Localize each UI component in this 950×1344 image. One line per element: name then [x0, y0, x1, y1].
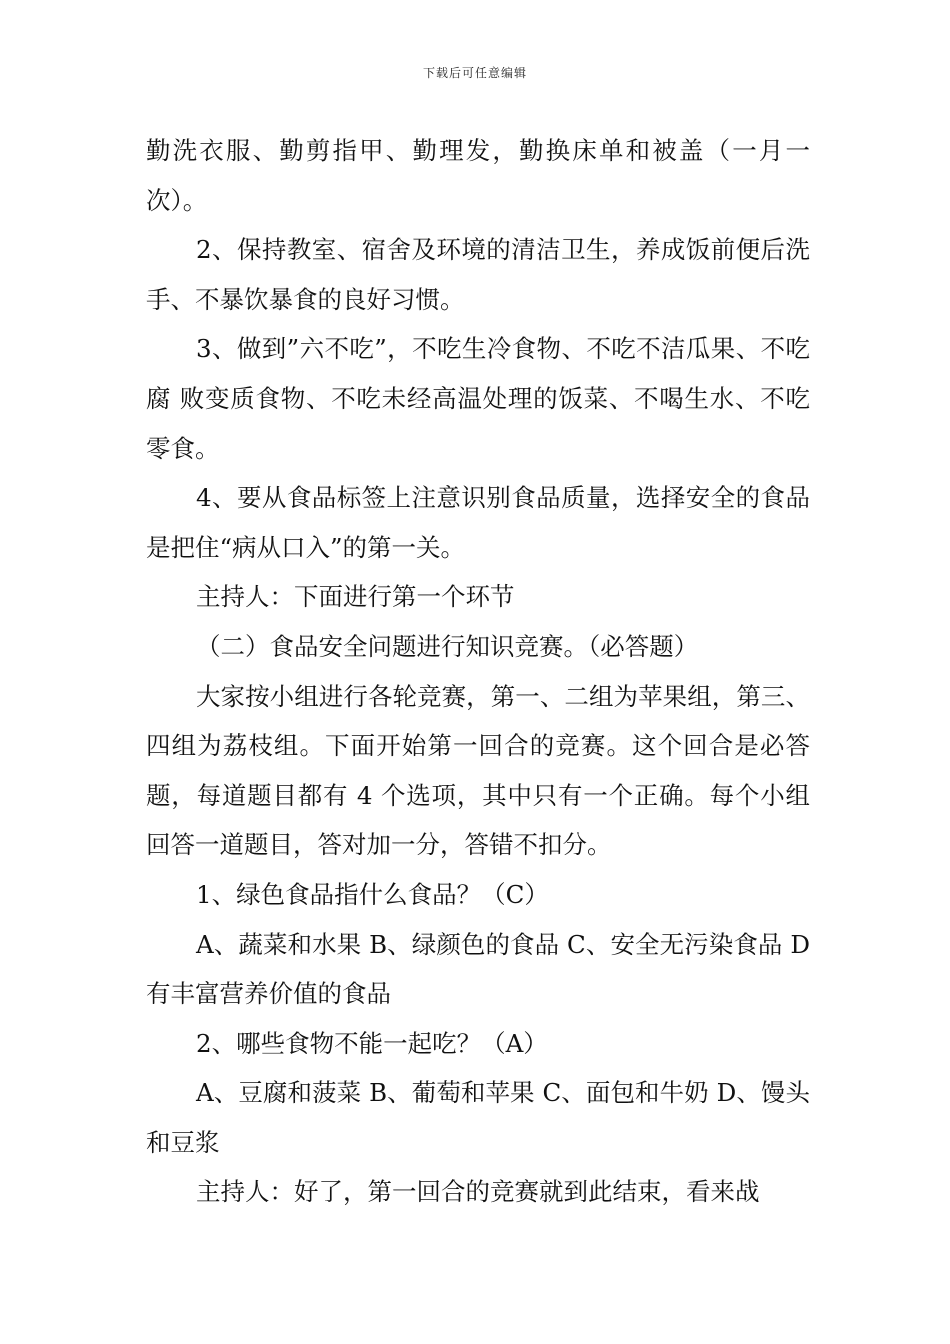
section-heading-quiz: （二）食品安全问题进行知识竞赛。（必答题）: [196, 631, 699, 661]
question-2: 2、哪些食物不能一起吃？（A）: [196, 1028, 548, 1058]
document-body: [146, 126, 810, 1217]
host-line-round-end: 主持人：好了，第一回合的竞赛就到此结束，看来战: [196, 1177, 760, 1207]
paragraph-hygiene-habits: 勤洗衣服、勤剪指甲、勤理发，勤换床单和被盖（一月一次）。: [146, 136, 810, 215]
paragraph-quiz-rules: 大家按小组进行各轮竞赛，第一、二组为苹果组，第三、四组为荔枝组。下面开始第一回合的竞赛。这个回合是必答题，每道题目都有 4 个选项，其中只有一个正确。每个小组回答一道题目，答对加一分，答错不扣分。: [146, 681, 810, 860]
paragraph-item-3: 3、做到”六不吃”，不吃生冷食物、不吃不洁瓜果、不吃腐 败变质食物、不吃未经高温处理的饭菜、不喝生水、不吃零食。: [146, 334, 810, 463]
question-2-options: A、豆腐和菠菜 B、葡萄和苹果 C、面包和牛奶 D、馒头和豆浆: [146, 1078, 810, 1157]
paragraph-item-2: 2、保持教室、宿舍及环境的清洁卫生，养成饭前便后洗手、不暴饮暴食的良好习惯。: [146, 235, 810, 314]
paragraph-item-4: 4、要从食品标签上注意识别食品质量，选择安全的食品是把住“病从口入”的第一关。: [146, 483, 810, 562]
page-header: 下载后可任意编辑: [422, 66, 527, 80]
host-line-first-segment: 主持人：下面进行第一个环节: [196, 582, 515, 612]
question-1: 1、绿色食品指什么食品？（C）: [196, 879, 549, 909]
question-1-options: A、蔬菜和水果 B、绿颜色的食品 C、安全无污染食品 D 有丰富营养价值的食品: [146, 929, 810, 1009]
